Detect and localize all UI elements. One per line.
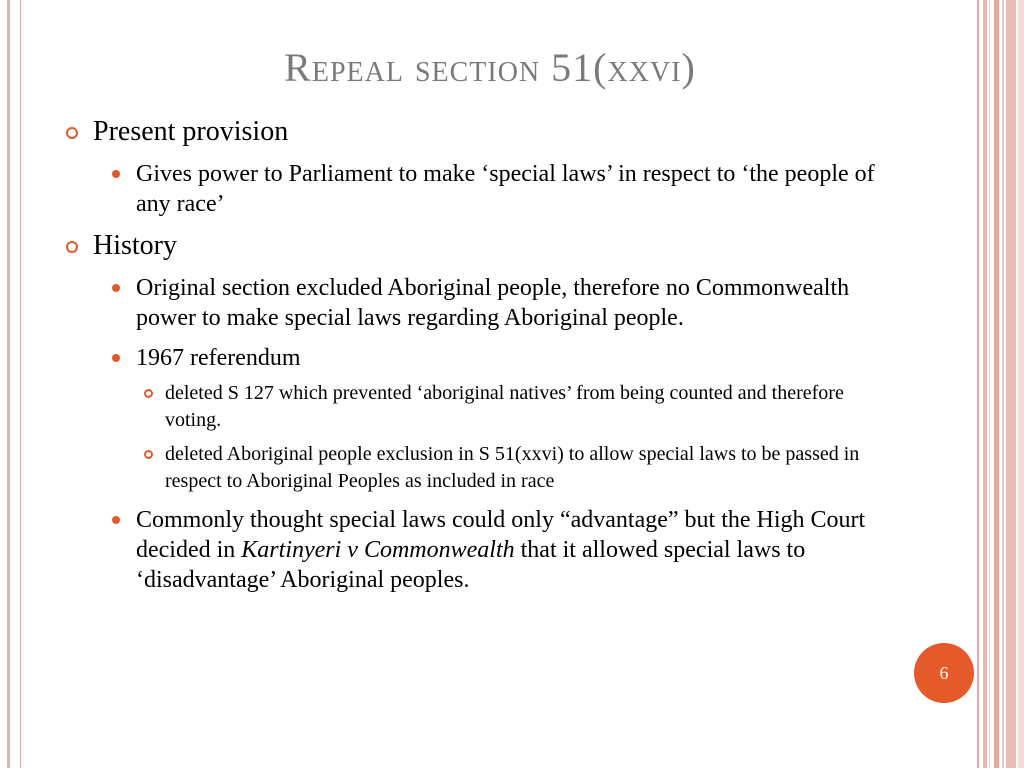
sub-bullet-item [60, 159, 890, 219]
sub-bullet-item [60, 343, 890, 373]
bullet-item [60, 229, 890, 263]
sub-bullet-text-part: that it allowed special laws to ‘disadvantage’ Aboriginal peoples. [136, 537, 806, 593]
page-number-badge [914, 643, 974, 703]
sub-bullet-item [60, 505, 890, 595]
dot-bullet-icon [112, 170, 120, 178]
sub-bullet-text: 1967 referendum [136, 345, 301, 371]
slide-title: Repeal section 51(xxvi) [284, 45, 696, 90]
sub-sub-bullet-text: deleted Aboriginal people exclusion in S 51(xxvi) to allow special laws to be passed in respect to Aboriginal Peoples as included in race [165, 443, 860, 492]
bullet-text: Present provision [93, 116, 289, 147]
sub-bullet-text: Original section excluded Aboriginal people, therefore no Commonwealth power to make special laws regarding Aboriginal people. [136, 275, 850, 331]
dot-bullet-icon [112, 284, 120, 292]
ring-bullet-icon [66, 127, 78, 139]
ring-bullet-icon [144, 389, 153, 398]
left-border-line-thin [20, 0, 21, 768]
sub-bullet-text: Gives power to Parliament to make ‘special laws’ in respect to ‘the people of any race’ [136, 161, 875, 217]
bullet-text: History [93, 230, 177, 261]
sub-bullet-text-part: Commonly thought special laws could only “advantage” but the High Court decided in [136, 507, 866, 563]
dot-bullet-icon [112, 354, 120, 362]
sub-sub-bullet-item [60, 380, 890, 434]
sub-sub-bullet-item [60, 441, 890, 495]
ring-bullet-icon [144, 450, 153, 459]
dot-bullet-icon [112, 516, 120, 524]
bullet-item [60, 115, 890, 149]
bullet-list [60, 115, 890, 595]
left-border-line [7, 0, 10, 768]
page-number: 6 [939, 662, 949, 683]
sub-sub-bullet-text: deleted S 127 which prevented ‘aboriginal natives’ from being counted and therefore voting. [165, 382, 844, 431]
sub-bullet-item [60, 273, 890, 333]
case-name: Kartinyeri v Commonwealth [241, 537, 515, 563]
ring-bullet-icon [66, 241, 78, 253]
